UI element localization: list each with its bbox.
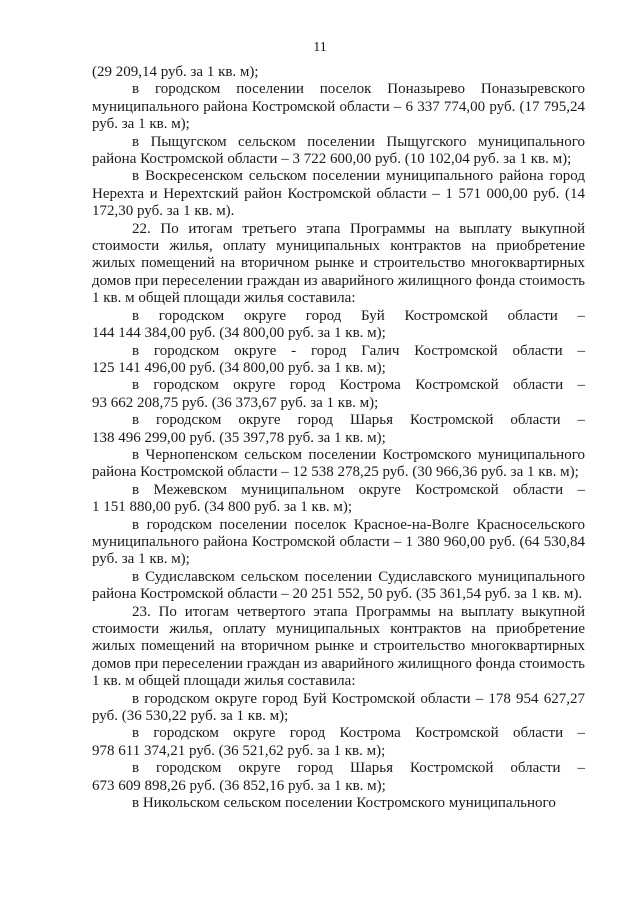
paragraph: [92, 795, 585, 812]
paragraph-first-line: в Судиславском сельском поселении Судиславского муниципального: [132, 568, 585, 585]
paragraph-first-line: в городском поселении поселок Поназырево Поназыревского: [132, 81, 585, 98]
paragraph-first-line: в городском округе город Буй Костромской области –: [132, 307, 585, 324]
paragraph: [92, 64, 585, 81]
paragraph-text: района Костромской области – 3 722 600,00 руб. (10 102,04 руб. за 1 кв. м);: [92, 151, 572, 168]
paragraph-text: района Костромской области – 12 538 278,25 руб. (30 966,36 руб. за 1 кв. м);: [92, 464, 579, 481]
paragraph: [92, 517, 585, 569]
document-body: [92, 64, 585, 812]
paragraph-text: 673 609 898,26 руб. (36 852,16 руб. за 1 кв. м);: [92, 777, 386, 794]
paragraph-text: Нерехта и Нерехтский район Костромской области – 1 571 000,00 руб. (14 172,30 руб. за 1 кв. м).: [92, 185, 585, 220]
paragraph-text: 144 144 384,00 руб. (34 800,00 руб. за 1 кв. м);: [92, 325, 386, 342]
paragraph: [92, 604, 585, 691]
paragraph-text: 125 141 496,00 руб. (34 800,00 руб. за 1 кв. м);: [92, 359, 386, 376]
paragraph-first-line: в городском поселении поселок Красное-на-Волге Красносельского: [132, 516, 585, 533]
paragraph-first-line: в городском округе - город Галич Костромской области –: [132, 342, 585, 359]
paragraph-text: муниципального района Костромской области – 6 337 774,00 руб. (17 795,24 руб. за 1 кв. м);: [92, 98, 585, 133]
paragraph-first-line: в Пыщугском сельском поселении Пыщугского муниципального: [132, 133, 585, 150]
paragraph-first-line: в городском округе город Кострома Костромской области –: [132, 377, 585, 394]
paragraph-text: стоимости жилья, оплату муниципальных контрактов на приобретение жилых помещений на вторичном рынке и строительство многоквартирных домов при переселении граждан из аварийного жилищного фонда стоимость 1 кв. м общей площади жилья составила:: [92, 621, 585, 690]
paragraph-first-line: в Воскресенском сельском поселении муниципального района город: [132, 168, 585, 185]
paragraph-text: в Никольском сельском поселении Костромского муниципального: [132, 795, 556, 812]
paragraph: [92, 308, 585, 343]
paragraph-text: 138 496 299,00 руб. (35 397,78 руб. за 1 кв. м);: [92, 429, 386, 446]
paragraph: [92, 691, 585, 726]
paragraph-text: стоимости жилья, оплату муниципальных контрактов на приобретение жилых помещений на вторичном рынке и строительство многоквартирных домов при переселении граждан из аварийного жилищного фонда стоимость 1 кв. м общей площади жилья составила:: [92, 238, 585, 307]
paragraph: [92, 134, 585, 169]
paragraph: [92, 760, 585, 795]
paragraph: [92, 482, 585, 517]
paragraph-text: 978 611 374,21 руб. (36 521,62 руб. за 1 кв. м);: [92, 742, 386, 759]
paragraph-first-line: в Чернопенском сельском поселении Костромского муниципального: [132, 446, 585, 463]
paragraph: [92, 221, 585, 308]
paragraph-first-line: в городском округе город Шарья Костромской области –: [132, 412, 585, 429]
paragraph-text: 1 151 880,00 руб. (34 800 руб. за 1 кв. м);: [92, 499, 353, 516]
paragraph: [92, 569, 585, 604]
page-number: 11: [313, 40, 327, 55]
paragraph: [92, 377, 585, 412]
paragraph-first-line: 23. По итогам четвертого этапа Программы на выплату выкупной: [132, 603, 585, 620]
paragraph: [92, 168, 585, 220]
paragraph-text: руб. (36 530,22 руб. за 1 кв. м);: [92, 708, 289, 725]
paragraph: [92, 412, 585, 447]
paragraph: [92, 725, 585, 760]
paragraph-first-line: в городском округе город Шарья Костромской области –: [132, 760, 585, 777]
paragraph-text: 93 662 208,75 руб. (36 373,67 руб. за 1 кв. м);: [92, 394, 379, 411]
paragraph: [92, 81, 585, 133]
paragraph-text: района Костромской области – 20 251 552, 50 руб. (35 361,54 руб. за 1 кв. м).: [92, 586, 583, 603]
paragraph: [92, 447, 585, 482]
paragraph-first-line: в Межевском муниципальном округе Костромской области –: [132, 481, 585, 498]
paragraph: [92, 343, 585, 378]
paragraph-first-line: в городском округе город Буй Костромской области – 178 954 627,27: [132, 690, 585, 707]
paragraph-first-line: в городском округе город Кострома Костромской области –: [132, 725, 585, 742]
paragraph-first-line: 22. По итогам третьего этапа Программы на выплату выкупной: [132, 220, 585, 237]
paragraph-text: (29 209,14 руб. за 1 кв. м);: [92, 64, 259, 80]
paragraph-text: муниципального района Костромской области – 1 380 960,00 руб. (64 530,84 руб. за 1 кв. м);: [92, 533, 585, 568]
